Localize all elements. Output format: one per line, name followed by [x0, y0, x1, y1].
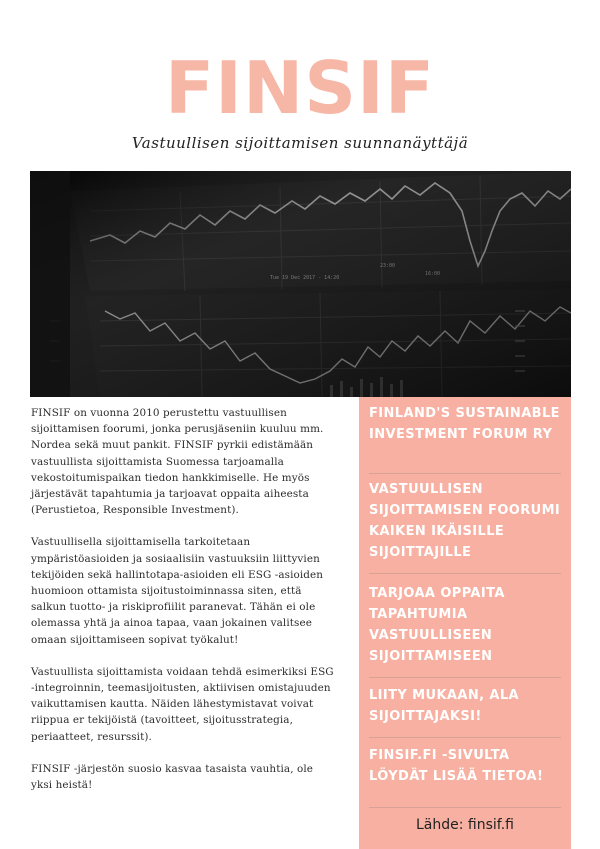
body-paragraph-2: Vastuullisella sijoittamisella tarkoitetaan ympäristöasioiden ja sosiaalisiin vastuuksiin liittyvien tekijöiden sekä hallintotapa-asioiden eli ESG -asioiden huomioon ottamista sijoitustoiminnassa siten, että salkun tuotto- ja riskiprofiilit paranevat. Tähän ei ole olemassa yhtä ja ainoa tapaa, vaan jokainen valitsee omaan sijoittamiseen sopivat työkalut!: [31, 536, 324, 646]
sidebar-divider: [369, 473, 561, 474]
sidebar-divider: [369, 573, 561, 574]
hero-image: [30, 171, 571, 397]
stock-chart-photo: [30, 171, 571, 397]
sidebar-divider: [369, 677, 561, 678]
sidebar-divider: [369, 807, 561, 808]
sidebar-item-guides-events: TARJOAA OPPAITA TAPAHTUMIA VASTUULLISEEN SIJOITTAMISEEN: [369, 586, 505, 664]
sidebar-item-forum-name: FINLAND'S SUSTAINABLE INVESTMENT FORUM RY: [369, 406, 560, 442]
body-text: [31, 405, 336, 809]
sidebar-item-forum-for-all: VASTUULLISEN SIJOITTAMISEN FOORUMI KAIKEN IKÄISILLE SIJOITTAJILLE: [369, 482, 561, 560]
sidebar-item-join: LIITY MUKAAN, ALA SIJOITTAJAKSI!: [369, 688, 520, 724]
body-paragraph-3: Vastuullista sijoittamista voidaan tehdä esimerkiksi ESG -integroinnin, teemasijoitusten, aktiivisen omistajuuden vaikuttamisen kautta. Näiden lähestymistavat voivat riippua er tekijöistä (tavoitteet, sijoitusstrategia, periaatteet, resurssit).: [31, 665, 334, 743]
body-paragraph-1: FINSIF on vuonna 2010 perustettu vastuullisen sijoittamisen foorumi, jonka perusjäseniin kuuluu mm. Nordea sekä muut pankit. FINSIF pyrkii edistämään vastuullista sijoittamista Suomessa tarjoamalla vekostoitumispaikan tiedon hankkimiselle. He myös järjestävät tapahtumia ja tarjoavat oppaita aiheesta (Perustietoa, Responsible Investment).: [31, 407, 324, 517]
sidebar-item-website: FINSIF.FI -SIVULTA LÖYDÄT LISÄÄ TIETOA!: [369, 748, 544, 784]
source-label: Lähde: finsif.fi: [416, 817, 514, 833]
page-title: FINSIF: [164, 46, 436, 130]
sidebar-divider: [369, 737, 561, 738]
body-paragraph-4: FINSIF -järjestön suosio kasvaa tasaista vauhtia, ole yksi heistä!: [31, 762, 314, 792]
sidebar-panel: [359, 397, 571, 849]
page-subtitle: Vastuullisen sijoittamisen suunnanäyttäjä: [131, 134, 469, 152]
